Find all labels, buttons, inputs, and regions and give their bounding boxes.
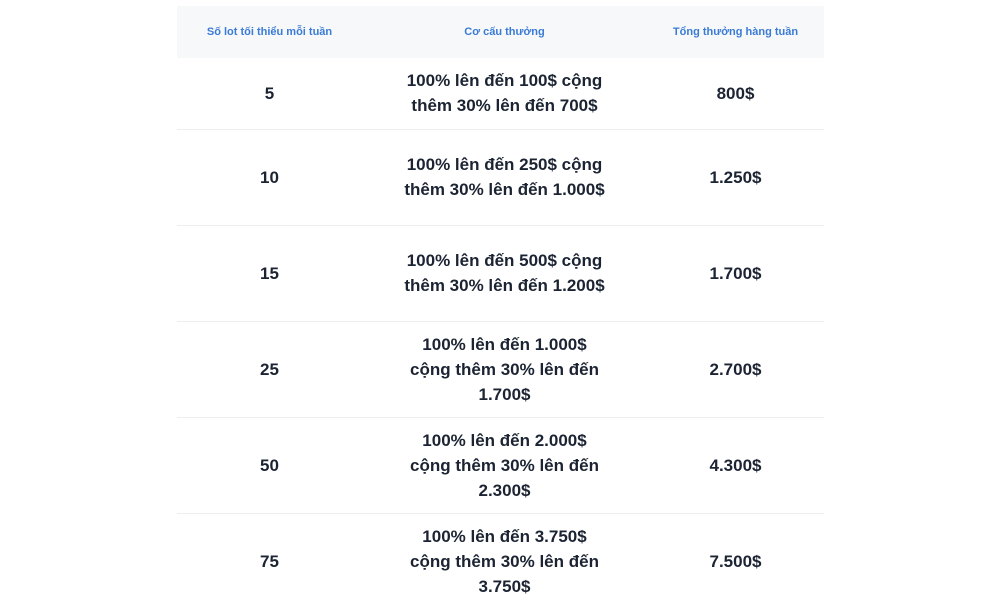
table-row (177, 417, 824, 513)
table-row (177, 129, 824, 225)
cell-total: 2.700$ (709, 359, 762, 379)
cell-total: 800$ (716, 83, 755, 103)
table-body (177, 58, 824, 609)
bonus-table-container (177, 6, 824, 609)
bonus-table (177, 6, 824, 609)
header-row (177, 6, 824, 58)
cell-lots: 75 (260, 551, 279, 571)
cell-mechanism: 100% lên đến 500$ cộng thêm 30% lên đến 1.200$ (404, 251, 605, 295)
header-weekly-total: Tổng thưởng hàng tuần (672, 26, 799, 38)
table-row (177, 513, 824, 609)
table-row (177, 225, 824, 321)
cell-mechanism: 100% lên đến 2.000$ cộng thêm 30% lên đến 2.300$ (410, 430, 599, 500)
table-header (177, 6, 824, 58)
cell-mechanism: 100% lên đến 250$ cộng thêm 30% lên đến 1.000$ (404, 155, 605, 199)
cell-total: 4.300$ (709, 455, 762, 475)
cell-mechanism: 100% lên đến 3.750$ cộng thêm 30% lên đến 3.750$ (410, 526, 599, 596)
cell-total: 7.500$ (709, 551, 762, 571)
cell-total: 1.250$ (709, 167, 762, 187)
cell-lots: 50 (260, 455, 279, 475)
cell-total: 1.700$ (709, 263, 762, 283)
cell-mechanism: 100% lên đến 100$ cộng thêm 30% lên đến 700$ (406, 71, 603, 116)
header-bonus-structure: Cơ cấu thưởng (464, 26, 545, 38)
table-row (177, 58, 824, 129)
cell-lots: 5 (264, 83, 275, 103)
table-row (177, 321, 824, 417)
cell-lots: 25 (260, 359, 279, 379)
header-min-lots: Số lot tối thiểu mỗi tuần (206, 26, 333, 38)
cell-lots: 10 (260, 167, 279, 187)
cell-mechanism: 100% lên đến 1.000$ cộng thêm 30% lên đến 1.700$ (410, 334, 599, 404)
cell-lots: 15 (260, 263, 279, 283)
